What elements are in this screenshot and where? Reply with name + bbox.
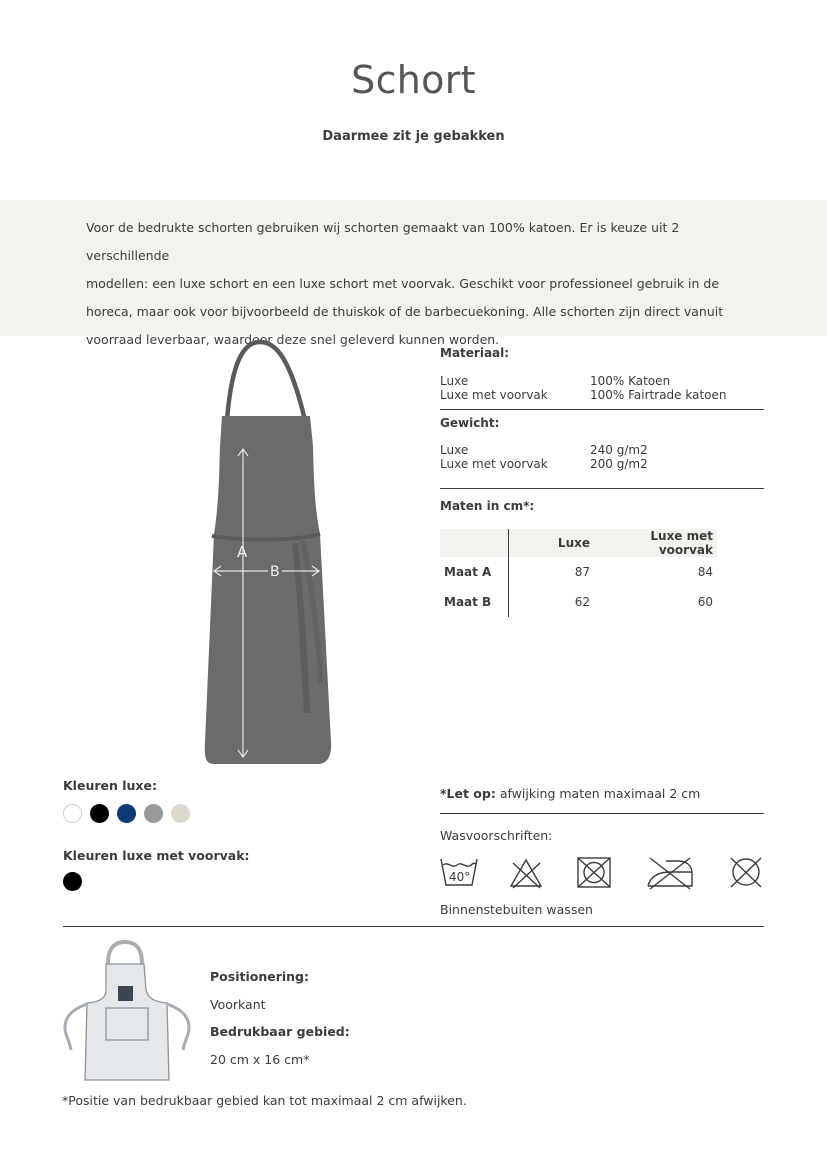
color-swatch-grey[interactable] — [144, 804, 163, 823]
colors-voorvak-swatches — [63, 872, 82, 891]
material-row — [440, 388, 764, 402]
sizes-heading: Maten in cm*: — [440, 499, 535, 513]
sizes-col-header: Luxe met voorvak — [594, 529, 717, 557]
weight-row — [440, 443, 764, 457]
table-row — [440, 557, 717, 587]
divider — [440, 488, 764, 489]
page-subtitle: Daarmee zit je gebakken — [322, 129, 505, 144]
intro-line: horeca, maar ook voor bijvoorbeeld de thuiskok of de barbecuekoning. Alle schorten zijn direct vanuit — [86, 304, 724, 319]
intro-line: modellen: een luxe schort en een luxe schort met voorvak. Geschikt voor professioneel gebruik in de — [86, 276, 720, 291]
sizes-col-header: Luxe — [508, 529, 594, 557]
size-note — [440, 786, 700, 801]
wash-heading: Wasvoorschriften: — [440, 828, 553, 843]
size-label: Maat A — [440, 557, 508, 587]
positioning-value: Voorkant — [210, 997, 266, 1012]
measure-a-label: A — [237, 543, 248, 561]
wash-icons — [440, 855, 766, 891]
material-heading: Materiaal: — [440, 346, 510, 360]
table-row — [440, 587, 717, 617]
iron-low-icon — [648, 858, 692, 889]
measure-b-label: B — [270, 564, 280, 580]
material-name: Luxe met voorvak — [440, 388, 548, 402]
divider — [440, 409, 764, 410]
positioning-heading: Positionering: — [210, 969, 309, 984]
weight-value: 240 g/m2 — [590, 443, 648, 457]
no-tumble-dry-icon — [578, 858, 610, 887]
sizes-table — [440, 529, 718, 617]
page-title: Schort — [351, 58, 476, 102]
weight-name: Luxe — [440, 443, 469, 457]
size-note-text: afwijking maten maximaal 2 cm — [499, 786, 701, 801]
print-area-marker — [118, 986, 133, 1001]
color-swatch-navy[interactable] — [117, 804, 136, 823]
material-section — [440, 346, 764, 402]
sizes-col-header — [440, 529, 508, 557]
print-area-heading: Bedrukbaar gebied: — [210, 1024, 350, 1039]
sizes-section — [440, 499, 764, 513]
color-swatch-white[interactable] — [63, 804, 82, 823]
size-voorvak: 84 — [697, 565, 713, 579]
sizes-header-row — [440, 529, 717, 557]
size-luxe: 62 — [574, 595, 590, 609]
size-voorvak: 60 — [697, 595, 713, 609]
svg-text:40°: 40° — [449, 870, 471, 884]
apron-illustration — [200, 338, 342, 770]
color-swatch-black[interactable] — [90, 804, 109, 823]
material-value: 100% Fairtrade katoen — [590, 388, 727, 402]
material-row — [440, 374, 764, 388]
size-luxe: 87 — [574, 565, 590, 579]
print-area-value: 20 cm x 16 cm* — [210, 1052, 310, 1067]
material-name: Luxe — [440, 374, 469, 388]
material-value: 100% Katoen — [590, 374, 671, 388]
size-label: Maat B — [440, 587, 508, 617]
divider — [440, 813, 764, 814]
weight-name: Luxe met voorvak — [440, 457, 548, 471]
no-dry-clean-icon — [731, 858, 761, 887]
divider — [63, 926, 764, 927]
color-swatch-black[interactable] — [63, 872, 82, 891]
weight-row — [440, 457, 764, 471]
intro-text — [86, 214, 746, 354]
intro-line: voorraad leverbaar, waardoor deze snel geleverd kunnen worden. — [86, 332, 500, 347]
weight-section — [440, 416, 764, 471]
colors-luxe-swatches — [63, 804, 190, 823]
intro-line: Voor de bedrukte schorten gebruiken wij schorten gemaakt van 100% katoen. Er is keuze uit 2 verschillende — [86, 220, 680, 263]
apron-neck-strap — [227, 342, 305, 420]
colors-voorvak-heading: Kleuren luxe met voorvak: — [63, 848, 250, 863]
colors-luxe-heading: Kleuren luxe: — [63, 778, 157, 793]
footnote: *Positie van bedrukbaar gebied kan tot maximaal 2 cm afwijken. — [62, 1093, 467, 1108]
wash-40-icon — [441, 859, 477, 885]
color-swatch-beige[interactable] — [171, 804, 190, 823]
weight-value: 200 g/m2 — [590, 457, 648, 471]
no-bleach-icon — [511, 860, 541, 888]
weight-heading: Gewicht: — [440, 416, 500, 430]
print-area-apron-icon — [62, 940, 194, 1085]
wash-note: Binnenstebuiten wassen — [440, 902, 593, 917]
size-note-prefix: *Let op: — [440, 786, 496, 801]
